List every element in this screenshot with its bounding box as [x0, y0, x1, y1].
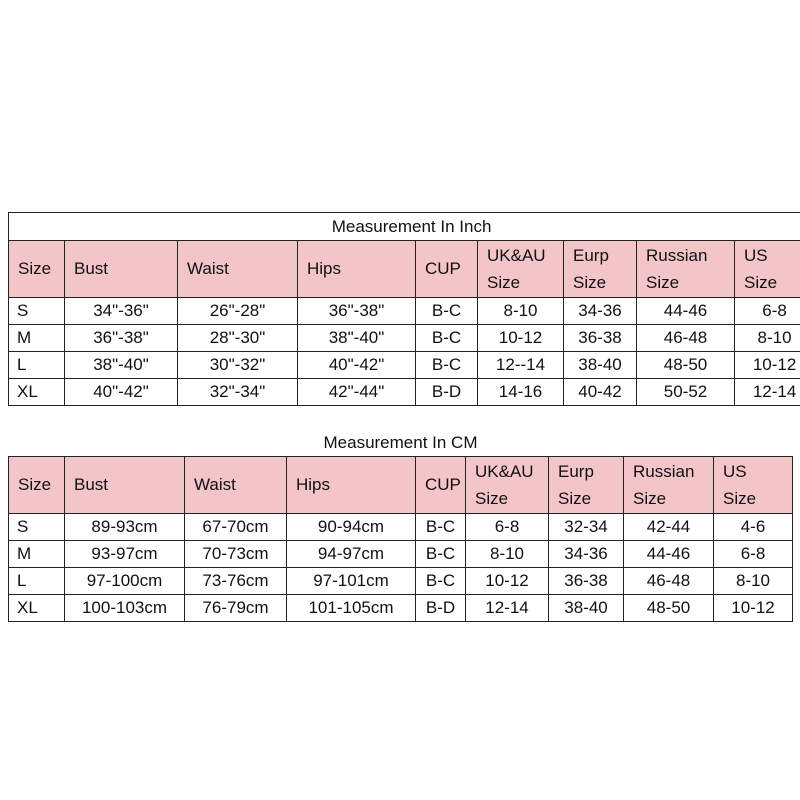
table-cell: 26"-28" — [178, 298, 298, 325]
header-hips: Hips — [298, 241, 416, 298]
cm-table-title: Measurement In CM — [9, 429, 793, 457]
table-cell: 70-73cm — [185, 541, 287, 568]
header-uk-au-size: UK&AU Size — [478, 241, 564, 298]
table-cell: 40"-42" — [298, 352, 416, 379]
table-cell: 12-14 — [466, 595, 549, 622]
table-cell: 36"-38" — [298, 298, 416, 325]
header-russian-size: Russian Size — [624, 457, 714, 514]
table-row — [9, 514, 793, 541]
header-uk-au-size: UK&AU Size — [466, 457, 549, 514]
table-row — [9, 595, 793, 622]
table-row — [9, 541, 793, 568]
table-cell: 97-100cm — [65, 568, 185, 595]
table-cell: 34-36 — [549, 541, 624, 568]
table-cell: 40-42 — [564, 379, 637, 406]
size-cell: L — [9, 352, 65, 379]
table-cell: 12--14 — [478, 352, 564, 379]
table-cell: 46-48 — [637, 325, 735, 352]
table-cell: 38"-40" — [298, 325, 416, 352]
table-row — [9, 379, 800, 406]
size-cell: M — [9, 325, 65, 352]
header-hips: Hips — [287, 457, 416, 514]
table-cell: 48-50 — [624, 595, 714, 622]
header-bust: Bust — [65, 241, 178, 298]
table-cell: 40"-42" — [65, 379, 178, 406]
table-cell: 6-8 — [714, 541, 793, 568]
table-cell: 94-97cm — [287, 541, 416, 568]
table-cell: 8-10 — [735, 325, 800, 352]
table-cell: 32"-34" — [178, 379, 298, 406]
table-cell: 14-16 — [478, 379, 564, 406]
table-cell: 10-12 — [714, 595, 793, 622]
table-cell: 10-12 — [466, 568, 549, 595]
table-cell: 100-103cm — [65, 595, 185, 622]
table-cell: 42-44 — [624, 514, 714, 541]
table-row — [9, 568, 793, 595]
table-cell: 46-48 — [624, 568, 714, 595]
table-cell: 32-34 — [549, 514, 624, 541]
inch-size-table — [8, 212, 800, 406]
table-cell: 36-38 — [549, 568, 624, 595]
cm-size-table — [8, 429, 793, 622]
inch-table-body — [9, 298, 800, 406]
table-cell: 50-52 — [637, 379, 735, 406]
table-cell: 97-101cm — [287, 568, 416, 595]
table-cell: 4-6 — [714, 514, 793, 541]
table-cell: 34-36 — [564, 298, 637, 325]
table-cell: 73-76cm — [185, 568, 287, 595]
table-cell: 6-8 — [466, 514, 549, 541]
header-eurp-size: Eurp Size — [549, 457, 624, 514]
table-cell: 8-10 — [714, 568, 793, 595]
table-cell: 36"-38" — [65, 325, 178, 352]
header-waist: Waist — [178, 241, 298, 298]
header-russian-size: Russian Size — [637, 241, 735, 298]
table-row — [9, 352, 800, 379]
table-cell: B-D — [416, 379, 478, 406]
table-cell: 10-12 — [478, 325, 564, 352]
size-cell: XL — [9, 379, 65, 406]
table-cell: 8-10 — [466, 541, 549, 568]
table-cell: 28"-30" — [178, 325, 298, 352]
table-cell: 44-46 — [624, 541, 714, 568]
table-cell: B-C — [416, 325, 478, 352]
size-cell: S — [9, 298, 65, 325]
table-cell: B-C — [416, 352, 478, 379]
header-eurp-size: Eurp Size — [564, 241, 637, 298]
inch-table-title: Measurement In Inch — [9, 213, 800, 241]
table-cell: 8-10 — [478, 298, 564, 325]
table-cell: 89-93cm — [65, 514, 185, 541]
table-cell: 42"-44" — [298, 379, 416, 406]
header-cup: CUP — [416, 241, 478, 298]
header-bust: Bust — [65, 457, 185, 514]
table-cell: 38"-40" — [65, 352, 178, 379]
table-row — [9, 298, 800, 325]
table-row — [9, 325, 800, 352]
table-cell: 101-105cm — [287, 595, 416, 622]
table-cell: B-C — [416, 514, 466, 541]
header-us-size: US Size — [714, 457, 793, 514]
table-cell: 6-8 — [735, 298, 800, 325]
table-cell: 93-97cm — [65, 541, 185, 568]
header-cup: CUP — [416, 457, 466, 514]
table-cell: 67-70cm — [185, 514, 287, 541]
table-cell: 12-14 — [735, 379, 800, 406]
table-cell: 10-12 — [735, 352, 800, 379]
header-us-size: US Size — [735, 241, 800, 298]
table-cell: B-C — [416, 541, 466, 568]
table-cell: B-C — [416, 568, 466, 595]
table-cell: 30"-32" — [178, 352, 298, 379]
size-cell: L — [9, 568, 65, 595]
table-cell: 76-79cm — [185, 595, 287, 622]
table-cell: 36-38 — [564, 325, 637, 352]
size-cell: XL — [9, 595, 65, 622]
table-cell: 44-46 — [637, 298, 735, 325]
table-cell: B-C — [416, 298, 478, 325]
table-cell: 48-50 — [637, 352, 735, 379]
table-cell: B-D — [416, 595, 466, 622]
table-cell: 34"-36" — [65, 298, 178, 325]
cm-table-body — [9, 514, 793, 622]
header-waist: Waist — [185, 457, 287, 514]
header-size: Size — [9, 241, 65, 298]
size-cell: M — [9, 541, 65, 568]
size-cell: S — [9, 514, 65, 541]
header-size: Size — [9, 457, 65, 514]
table-cell: 38-40 — [564, 352, 637, 379]
table-cell: 38-40 — [549, 595, 624, 622]
table-cell: 90-94cm — [287, 514, 416, 541]
